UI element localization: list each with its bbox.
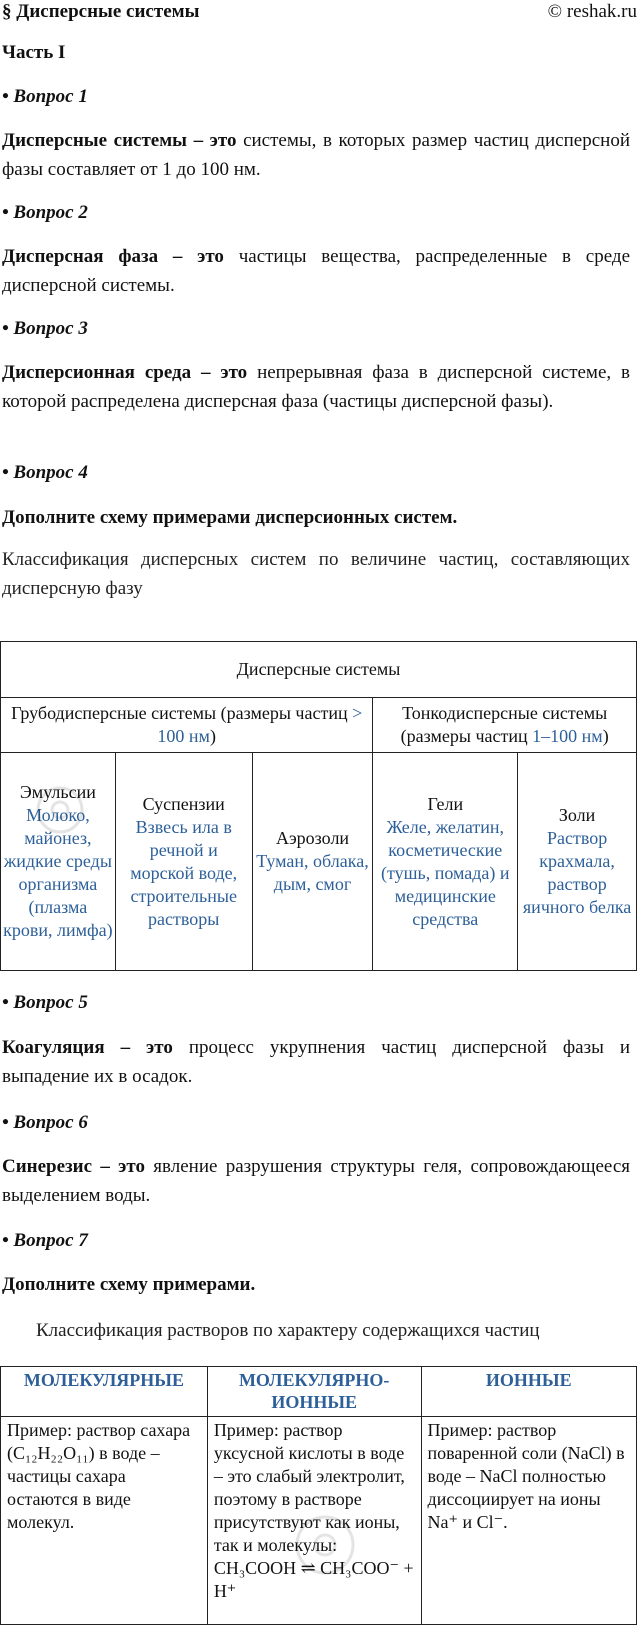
question-7-task: Дополните схему примерами.	[2, 1274, 256, 1295]
answer-6	[2, 1152, 630, 1210]
question-1-label: • Вопрос 1	[2, 86, 88, 107]
site-credit: © reshak.ru	[547, 1, 637, 22]
answer-2-text: частицы вещества, распределенные в среде дисперсной системы.	[2, 246, 631, 296]
emulsions-name: Эмульсии	[19, 782, 96, 802]
sols-cell	[518, 753, 637, 971]
aerosols-cell	[252, 753, 373, 971]
gels-name: Гели	[427, 793, 464, 814]
molecular-example: Пример: раствор сахара (C₁₂H₂₂O₁₁) в воде – частицы сахара остаются в виде молекул.	[1, 1417, 208, 1625]
question-7-label: • Вопрос 7	[2, 1230, 88, 1251]
question-5-label: • Вопрос 5	[2, 992, 88, 1013]
coarse-size: > 100 нм	[157, 703, 363, 746]
header-ionic: ИОННЫЕ	[421, 1367, 636, 1417]
header-molecular-ionic: МОЛЕКУЛЯРНО-ИОННЫЕ	[207, 1367, 421, 1417]
aerosols-name: Аэрозоли	[275, 828, 350, 848]
answer-1	[2, 126, 630, 184]
suspensions-example: Взвесь ила в речной и морской воде, строительные растворы	[130, 816, 238, 929]
page-title: § Дисперсные системы	[2, 1, 200, 22]
question-4-task: Дополните схему примерами дисперсионных систем.	[2, 507, 458, 528]
emulsions-example: Молоко, майонез, жидкие среды организма (плазма крови, лимфа)	[3, 805, 113, 940]
gels-example: Желе, желатин, косметические (тушь, помада) и медицинские средства	[381, 816, 510, 929]
table-2-caption: Классификация растворов по характеру содержащихся частиц	[36, 1320, 540, 1341]
answer-5-term: Коагуляция – это	[2, 1037, 173, 1058]
answer-1-text: системы, в которых размер частиц дисперсной фазы составляет от 1 до 100 нм.	[2, 130, 630, 180]
answer-3-text: непрерывная фаза в дисперсной системе, в которой распределена дисперсная фаза (частицы дисперсной фазы).	[2, 362, 630, 412]
question-3-label: • Вопрос 3	[2, 318, 88, 339]
suspensions-name: Суспензии	[142, 793, 225, 814]
coarse-systems-cell	[1, 698, 373, 753]
suspensions-cell	[115, 753, 252, 971]
table-1-top-cell: Дисперсные системы	[1, 642, 637, 698]
page-header	[2, 0, 637, 25]
question-2-label: • Вопрос 2	[2, 202, 88, 223]
reshak-watermark-icon	[10, 760, 110, 860]
answer-1-term: Дисперсные системы – это	[2, 130, 237, 151]
answer-6-term: Синерезис – это	[2, 1156, 145, 1177]
aerosols-example: Туман, облака, дым, смог	[256, 851, 369, 894]
coarse-close: )	[209, 726, 216, 746]
answer-3	[2, 358, 630, 416]
answer-3-term: Дисперсионная среда – это	[2, 362, 248, 383]
fine-close: )	[602, 726, 609, 746]
header-molecular: МОЛЕКУЛЯРНЫЕ	[1, 1367, 208, 1417]
fine-systems-cell	[373, 698, 637, 753]
answer-5-text: процесс укрупнения частиц дисперсной фазы и выпадение их в осадок.	[2, 1037, 630, 1087]
molecular-ionic-example: Пример: раствор уксусной кислоты в воде – это слабый электролит, поэтому в растворе присутствуют как ионы, так и молекулы: CH₃COOH ⇌ CH₃COO⁻ + H⁺	[207, 1417, 421, 1625]
sols-name: Золи	[558, 805, 596, 825]
answer-2	[2, 242, 630, 300]
coarse-label: Грубодисперсные системы (размеры частиц	[11, 703, 353, 723]
reshak-watermark-icon-2	[250, 1470, 400, 1620]
table-1-caption: Классификация дисперсных систем по величине частиц, составляющих дисперсную фазу	[2, 549, 630, 599]
question-4-label: • Вопрос 4	[2, 462, 88, 483]
part-heading: Часть I	[2, 42, 66, 63]
sols-example: Раствор крахмала, раствор яичного белка	[522, 828, 632, 917]
fine-size: 1–100 нм	[532, 726, 603, 746]
ionic-example: Пример: раствор поваренной соли (NaCl) в воде – NaCl полностью диссоциирует на ионы Na⁺ и Cl⁻.	[421, 1417, 636, 1625]
answer-5	[2, 1033, 630, 1091]
gels-cell	[373, 753, 518, 971]
answer-6-text: явление разрушения структуры геля, сопровождающееся выделением воды.	[2, 1156, 631, 1206]
question-6-label: • Вопрос 6	[2, 1112, 88, 1133]
answer-2-term: Дисперсная фаза – это	[2, 246, 224, 267]
fine-label: Тонкодисперсные системы (размеры частиц	[400, 703, 608, 746]
